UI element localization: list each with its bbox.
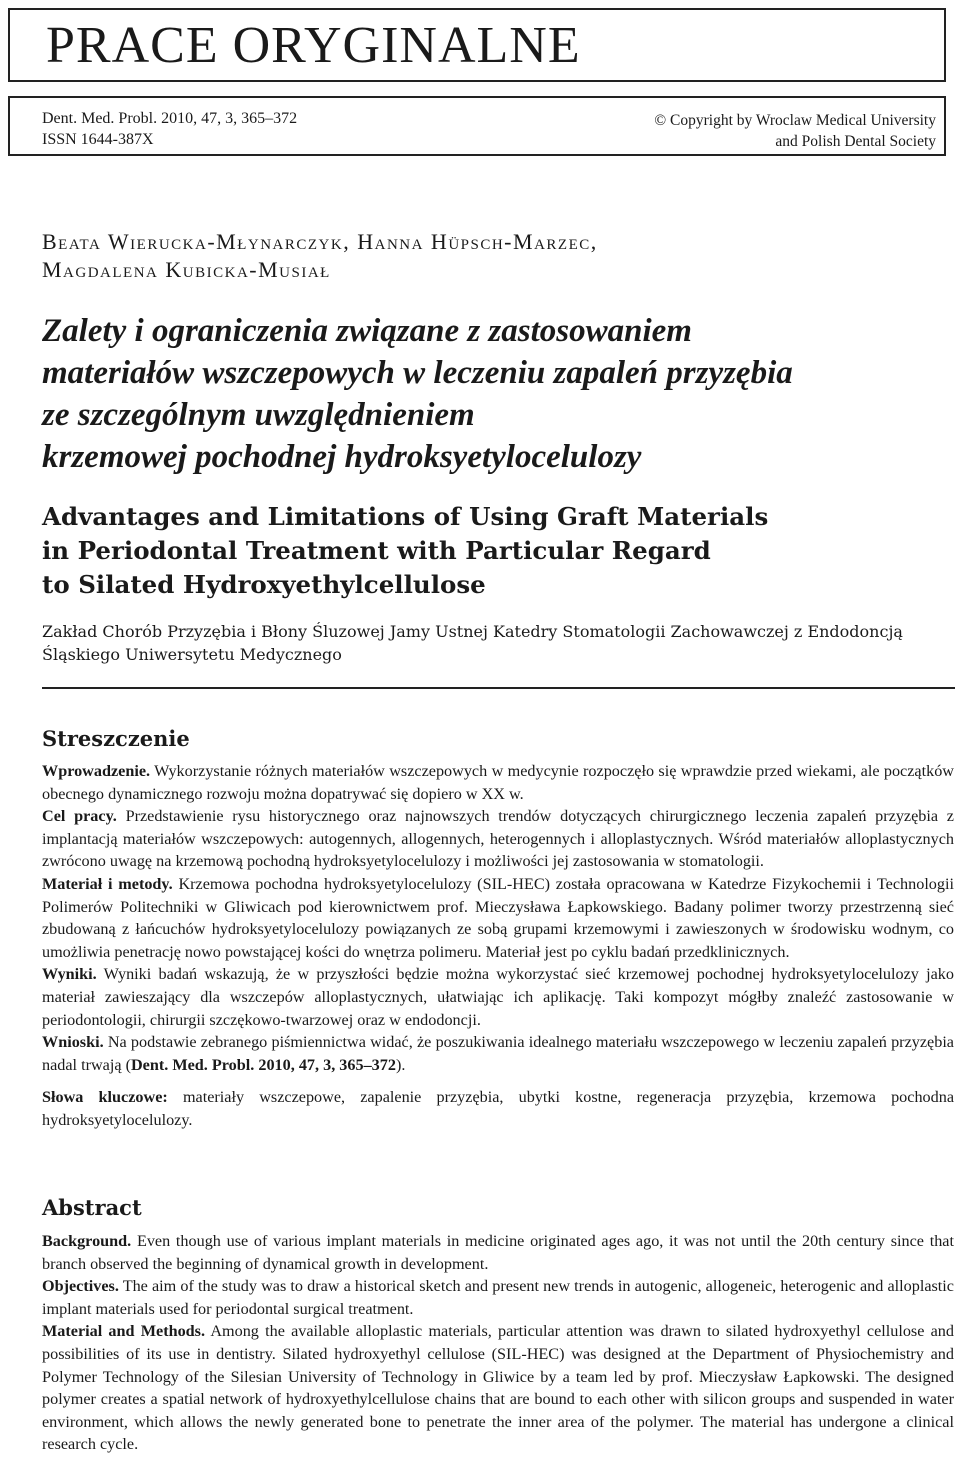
abstract-heading: Abstract bbox=[42, 1195, 142, 1220]
authors-line-1: Beata Wierucka-Młynarczyk, Hanna Hüpsch-Marzec, bbox=[42, 229, 598, 254]
keywords-label: Słowa kluczowe: bbox=[42, 1088, 168, 1107]
abstract-paragraph bbox=[42, 963, 954, 1031]
abstract-paragraph bbox=[42, 805, 954, 873]
section-text: The aim of the study was to draw a historical sketch and present new trends in autogenic, allogeneic, heterogenic and alloplastic implant materials used for periodontal surgical treatment. bbox=[42, 1277, 954, 1318]
abstract-paragraph bbox=[42, 1275, 954, 1320]
section-text: Krzemowa pochodna hydroksyetylocelulozy (SIL-HEC) została opracowana w Katedrze Fizykochemii i Technologii Polimerów Politechniki w Gliwicach pod kierownictwem prof. Mieczysława Łapkowskiego. Badany polimer tworzy przestrzenną sieć zbudowaną z łańcuchów hydroksyetylocelulozy powiązanych ze sobą grupami krzemowymi i zawieszonych w środowisku wodnym, co umożliwia penetrację nowo powstającej kości do wnętrza polimeru. Materiał jest po cyklu badań przedklinicznych. bbox=[42, 874, 954, 961]
affiliation bbox=[42, 620, 942, 666]
journal-section-title: PRACE ORYGINALNE bbox=[46, 17, 581, 74]
section-label: Background. bbox=[42, 1232, 132, 1250]
section-text: Na podstawie zebranego piśmiennictwa widać, że poszukiwania idealnego materiału wszczepowego w leczeniu zapaleń przyzębia nadal trwają ( bbox=[42, 1033, 954, 1074]
title-pl-line: ze szczególnym uwzględnieniem bbox=[42, 397, 475, 433]
article-title-english bbox=[42, 500, 942, 602]
section-text: ). bbox=[395, 1055, 406, 1074]
citation-reference: Dent. Med. Probl. 2010, 47, 3, 365–372 bbox=[130, 1055, 396, 1074]
abstract-paragraph bbox=[42, 1230, 954, 1275]
keywords-paragraph bbox=[42, 1086, 954, 1131]
section-label: Material and Methods. bbox=[42, 1322, 206, 1341]
copyright-block bbox=[654, 110, 936, 152]
abstract-body bbox=[42, 1230, 954, 1456]
affiliation-line-1: Zakład Chorób Przyzębia i Błony Śluzowej Jamy Ustnej Katedry Stomatologii Zachowawczej z Endodoncją bbox=[42, 622, 903, 641]
section-text: Wykorzystanie różnych materiałów wszczepowych w medycynie rozpoczęło się wprawdzie przed wiekami, ale początków obecnego dynamicznego rozwoju można dopatrywać się dopiero w XX w. bbox=[42, 762, 954, 803]
title-pl-line: krzemowej pochodnej hydroksyetylocelulozy bbox=[42, 439, 642, 475]
horizontal-divider bbox=[42, 687, 955, 689]
authors-line-2: Magdalena Kubicka-Musiał bbox=[42, 257, 331, 282]
abstract-paragraph bbox=[42, 1320, 954, 1456]
title-pl-line: materiałów wszczepowych w leczeniu zapaleń przyzębia bbox=[42, 355, 793, 391]
citation-line: Dent. Med. Probl. 2010, 47, 3, 365–372 bbox=[42, 110, 298, 127]
affiliation-line-2: Śląskiego Uniwersytetu Medycznego bbox=[42, 645, 342, 664]
section-label: Wyniki. bbox=[42, 965, 97, 984]
section-text: Even though use of various implant materials in medicine originated ages ago, it was not until the 20th century since that branch observed the beginning of dynamical growth in development. bbox=[42, 1232, 954, 1273]
title-pl-line: Zalety i ograniczenia związane z zastosowaniem bbox=[42, 313, 692, 349]
abstract-paragraph bbox=[42, 760, 954, 805]
streszczenie-heading: Streszczenie bbox=[42, 726, 190, 751]
issn: ISSN 1644-387X bbox=[42, 131, 154, 148]
section-label: Wnioski. bbox=[42, 1033, 104, 1052]
journal-section-header bbox=[8, 8, 946, 82]
section-text: Among the available alloplastic materials, particular attention was drawn to silated hydroxyethyl cellulose and possibilities of its use in dentistry. Silated hydroxyethyl cellulose (SIL-HEC) was designed at the Department of Physiochemistry and Polymer Technology of the Silesian University of Technology in Gliwice by a team led by prof. Mieczysław Łapkowski. The designed polymer creates a spatial network of hydroxyethylcellulose chains that are bound to each other with silicon groups and suspended in water environment, which allows the newly generated bone to penetrate the inner area of the polymer. The material has undergone a clinical research cycle. bbox=[42, 1322, 954, 1454]
section-text: Wyniki badań wskazują, że w przyszłości będzie można wykorzystać sieć krzemowej pochodnej hydroksyetylocelulozy jako materiał zawieszający dla wszczepów alloplastycznych, ułatwiając ich aplikację. Taki kompozyt mógłby znaleźć zastosowanie w periodontologii, chirurgii szczękowo-twarzowej oraz w endodoncji. bbox=[42, 965, 954, 1029]
copyright-line-1: © Copyright by Wroclaw Medical University bbox=[654, 112, 936, 129]
title-en-line: in Periodontal Treatment with Particular Regard bbox=[42, 536, 711, 565]
citation-metadata-box bbox=[8, 96, 946, 156]
section-label: Materiał i metody. bbox=[42, 874, 173, 893]
abstract-paragraph bbox=[42, 873, 954, 963]
section-label: Wprowadzenie. bbox=[42, 762, 151, 780]
section-label: Objectives. bbox=[42, 1277, 119, 1296]
section-text: Przedstawienie rysu historycznego oraz najnowszych trendów dotyczących chirurgicznego leczenia zapaleń przyzębia z implantacją materiałów wszczepowych: autogennych, allogennych, heterogennych i alloplastycznych. Wśród materiałów alloplastycznych zwrócono uwagę na krzemową pochodną hydroksyetylocelulozy i możliwości jej zastosowania w stomatologii. bbox=[42, 807, 954, 871]
abstract-paragraph bbox=[42, 1031, 954, 1076]
author-list bbox=[42, 228, 598, 284]
article-title-polish bbox=[42, 310, 942, 478]
title-en-line: Advantages and Limitations of Using Graft Materials bbox=[42, 502, 769, 531]
citation-block bbox=[42, 108, 297, 150]
copyright-line-2: and Polish Dental Society bbox=[775, 133, 936, 150]
keywords-text: materiały wszczepowe, zapalenie przyzębia, ubytki kostne, regeneracja przyzębia, krzemowa pochodna hydroksyetylocelulozy. bbox=[42, 1088, 955, 1129]
title-en-line: to Silated Hydroxyethylcellulose bbox=[42, 570, 486, 599]
streszczenie-body bbox=[42, 760, 954, 1132]
section-label: Cel pracy. bbox=[42, 807, 117, 826]
